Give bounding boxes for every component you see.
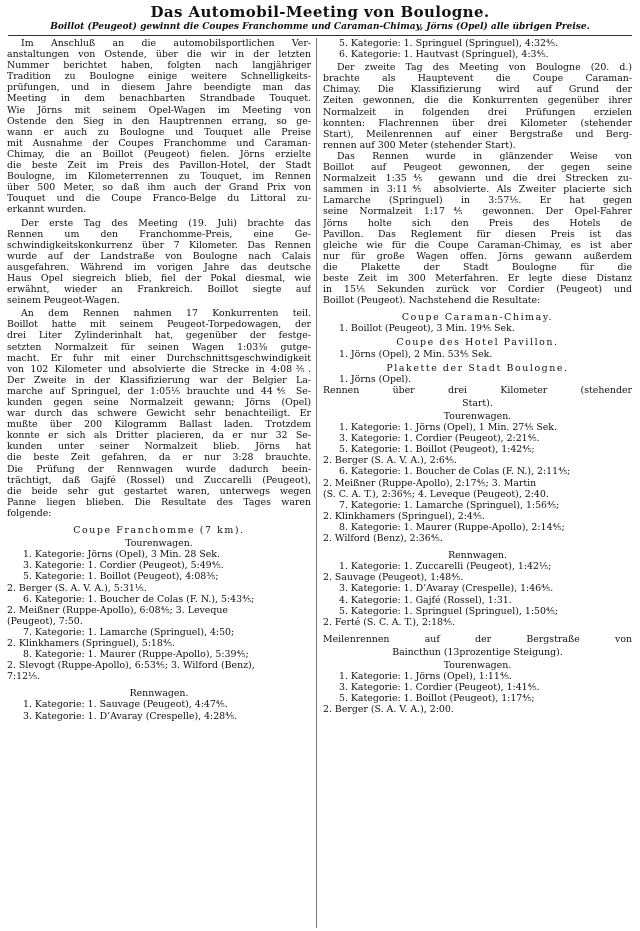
left-text-line: Boulogne, im Kilometerrennen zu Touquet, im Rennen (7, 171, 311, 183)
left-text-line: kunden gegen seine Normalzeit gewann; Jörns (Opel) (7, 397, 311, 408)
right-text-line: 5. Kategorie: 1. Springuel (Springuel), 4:32⅘. (339, 38, 558, 49)
left-text-line: erkannt wurden. (7, 204, 87, 216)
right-text-line: sammen in 3:11⅘ absolvierte. Als Zweiter placierte sich (323, 184, 632, 196)
right-text-line: nur für große Wagen offen. Jörns gewann außerdem (323, 250, 632, 262)
left-text-line: schwindigkeitskonkurrenz über 7 Kilometer. Das Rennen (7, 239, 311, 251)
right-text-line: 2. Berger (S. A. V. A.), 2:00. (323, 704, 454, 716)
right-text-line: brachte als Hauptevent die Coupe Caraman- (323, 73, 632, 85)
left-text-line: Die Prüfung der Rennwagen wurde dadurch beein- (7, 463, 311, 475)
left-text-line: setzten Normalzeit für seinen Wagen 1:03⅜ gutge- (7, 341, 311, 353)
right-text-line: in 15⅕ Sekunden zurück vor Cordier (Peugeot) und (323, 284, 632, 296)
right-text-line: 6. Kategorie: 1. Boucher de Colas (F. N.), 2:11⅘; (339, 466, 571, 478)
left-text-line: 7. Kategorie: 1. Lamarche (Springuel), 4:50; (23, 626, 235, 638)
left-text-line: 1. Kategorie: Jörns (Opel), 3 Min. 28 Sek. (23, 549, 220, 561)
right-text-line: 1. Jörns (Opel), 2 Min. 53⅘ Sek. (339, 348, 493, 360)
left-text-line: Im Anschluß an die automobilsportlichen Ver- (21, 38, 311, 49)
left-text-line: Rennen um den Franchomme-Preis, eine Ge- (7, 228, 311, 240)
right-text-line: 4. Kategorie: 1. Gajfé (Rossel), 1:31. (339, 594, 512, 606)
right-text-line: 1. Kategorie: 1. Jörns (Opel), 1 Min. 27⅘ Sek. (339, 422, 557, 434)
left-text-line: 3. Kategorie: 1. Cordier (Peugeot), 5:49⅘. (23, 560, 224, 572)
left-text-line: 2. Berger (S. A. V. A.), 5:31⅕. (7, 582, 147, 594)
left-text-line: anstaltungen von Ostende, über die wir in der letzten (7, 49, 311, 61)
right-text-line: 2. Klinkhamers (Springuel), 2:4⅘. (323, 510, 485, 522)
left-text-line: Nummer berichtet haben, folgten nach langjähriger (7, 60, 311, 72)
right-text-line: Tourenwagen. (443, 659, 512, 671)
right-text-line: Start), Meilenrennen auf einer Bergstraße und Berg- (323, 128, 632, 140)
right-text-line: Plakette der Stadt Boulogne. (386, 362, 569, 374)
right-text-line: Boillot (Peugeot). Nachstehend die Resultate: (323, 295, 541, 307)
right-text-line: Pavillon. Das Reglement für diesen Preis ist das (323, 228, 632, 240)
left-text-line: Tradition zu Boulogne einige weitere Schnelligkeits- (7, 71, 311, 83)
article-title: Das Automobil-Meeting von Boulogne. (150, 3, 490, 21)
right-text-line: Zeiten gewonnen, die die Konkurrenten gegenüber ihrer (323, 95, 632, 107)
left-text-line: die beste Zeit gefahren, da er nur 3:28 brauchte. (7, 452, 311, 464)
left-text-line: konnte er sich als Dritter placieren, da er nur 32 Se- (7, 430, 311, 442)
left-text-line: seinem Peugeot-Wagen. (7, 295, 120, 307)
left-text-line: war durch das schwere Gewicht sehr benachteiligt. Er (7, 408, 311, 420)
right-text-line: rennen auf 300 Meter (stehender Start). (323, 139, 516, 151)
right-text-line: 3. Kategorie: 1. Cordier (Peugeot), 1:41⅘. (339, 682, 540, 694)
left-text-line: 8. Kategorie: 1. Maurer (Ruppe-Apollo), 5:39⅘; (23, 649, 249, 661)
left-text-line: 2. Klinkhamers (Springuel), 5:18⅘. (7, 637, 175, 649)
left-text-line: Coupe Franchomme (7 km). (73, 525, 245, 537)
right-text-line: 5. Kategorie: 1. Springuel (Springuel), 1:50⅘; (339, 605, 559, 617)
left-text-line: erwähnt, wieder an Frankreich. Boillot siegte auf (7, 284, 311, 296)
left-text-line: kunden unter seiner Normalzeit blieb. Jörns hat (7, 441, 311, 453)
right-text-line: Meilenrennen auf der Bergstraße von (323, 633, 632, 645)
left-text-line: 6. Kategorie: 1. Boucher de Colas (F. N.), 5:43⅘; (23, 593, 255, 605)
left-text-line: die beide sehr gut gestartet waren, unterwegs wegen (7, 485, 311, 497)
right-text-line: (S. C. A. T.), 2:36⅘; 4. Leveque (Peugeot), 2:40. (323, 488, 549, 500)
left-text-line: Rennwagen. (129, 688, 189, 700)
left-text-line: wann er auch zu Boulogne und Touquet alle Preise (7, 126, 311, 138)
right-text-line: Coupe des Hotel Pavillon. (396, 337, 559, 349)
left-text-line: trächtigt, daß Gajfé (Rossel) und Zuccarelli (Peugeot), (7, 474, 311, 486)
left-text-line: (Peugeot), 7:50. (7, 615, 83, 627)
left-text-line: wurde auf der Landstraße von Boulogne nach Calais (7, 250, 311, 262)
left-text-line: Ostende den Sieg in den Hauptrennen errang, so ge- (7, 115, 311, 127)
left-text-line: Touquet und die Coupe Franco-Belge du Littoral zu- (7, 193, 311, 205)
right-text-line: 1. Kategorie: 1. Zuccarelli (Peugeot), 1:42⅕; (339, 561, 552, 573)
right-text-line: Baincthun (13prozentige Steigung). (392, 646, 563, 658)
right-text-line: Boillot auf Peugeot gewonnen, der gegen seine (323, 162, 632, 174)
right-text-line: gleiche wie für die Coupe Caraman-Chimay, es ist aber (323, 239, 632, 251)
left-text-line: mit Ausnahme der Coupes Franchomme und Caraman- (7, 137, 311, 149)
right-text-line: 3. Kategorie: 1. Cordier (Peugeot), 2:21⅘. (339, 433, 540, 445)
left-text-line: von 102 Kilometer und absolvierte die Strecke in 4:08⅗. (7, 363, 311, 375)
left-text-line: folgende: (7, 507, 52, 519)
right-text-line: 5. Kategorie: 1. Boillot (Peugeot), 1:17⅘; (339, 693, 535, 705)
left-text-line: mußte über 200 Kilogramm Ballast laden. Trotzdem (7, 419, 311, 431)
left-text-line: Tourenwagen. (125, 538, 193, 550)
right-text-line: Chimay. Die Klassifizierung wird auf Grund der (323, 84, 632, 96)
left-text-line: Wie Jörns mit seinem Opel-Wagen im Meeting von (7, 104, 311, 116)
left-text-line: Boillot hatte mit seinem Peugeot-Torpedowagen, der (7, 319, 311, 331)
left-text-line: Der erste Tag des Meeting (19. Juli) brachte das (21, 217, 311, 229)
left-text-line: Haus Opel siegreich blieb, fiel der Pokal diesmal, wie (7, 272, 311, 284)
right-text-line: 2. Sauvage (Peugeot), 1:48⅘. (323, 572, 464, 584)
right-column (323, 38, 632, 928)
right-text-line: 2. Meißner (Ruppe-Apollo), 2:17⅘; 3. Martin (323, 477, 537, 489)
right-text-line: 2. Ferté (S. C. A. T.), 2:18⅘. (323, 616, 456, 628)
left-text-line: prüfungen, und in diesem Jahre beendigte man das (7, 82, 311, 94)
left-text-line: marche auf Springuel, der 1:05⅕ brauchte und 44⅘ Se- (7, 385, 311, 397)
right-text-line: Rennen über drei Kilometer (stehender (323, 384, 632, 396)
left-text-line: drei Liter Zylinderinhalt hat, gegenüber der festge- (7, 330, 311, 342)
header-rule (8, 35, 632, 36)
right-text-line: Das Rennen wurde in glänzender Weise von (337, 150, 632, 162)
left-text-line: die beste Zeit im Preis des Pavillon-Hotel, der Stadt (7, 160, 311, 172)
right-text-line: Tourenwagen. (443, 411, 512, 422)
left-text-line: Der Zweite in der Klassifizierung war der Belgier La- (7, 374, 311, 386)
right-text-line: die Plakette der Stadt Boulogne für die (323, 261, 632, 273)
right-text-line: Lamarche (Springuel) in 3:57⅕. Er hat gegen (323, 195, 632, 207)
right-text-line: Normalzeit in folgenden drei Prüfungen erzielen (323, 106, 632, 118)
article-subtitle: Boillot (Peugeot) gewinnt die Coupes Franchomme und Caraman-Chimay, Jörns (Opel) alle übrigen Preise. (50, 22, 590, 32)
left-text-line: 1. Kategorie: 1. Sauvage (Peugeot), 4:47⅘. (23, 699, 228, 711)
left-text-line: über 500 Meter, so daß ihm auch der Grand Prix von (7, 182, 311, 194)
right-text-line: Der zweite Tag des Meeting von Boulogne (20. d.) (337, 62, 632, 74)
left-text-line: 2. Meißner (Ruppe-Apollo), 6:08⅘; 3. Leveque (7, 604, 228, 616)
right-text-line: Jörns holte sich den Preis des Hotels de (323, 217, 632, 229)
left-text-line: 5. Kategorie: 1. Boillot (Peugeot), 4:08⅗; (23, 571, 219, 583)
right-text-line: Normalzeit 1:35⅘ gewann und die drei Strecken zu- (323, 173, 632, 185)
right-text-line: Rennwagen. (448, 550, 507, 562)
left-column (7, 38, 311, 928)
left-text-line: Meeting in dem benachbarten Strandbade Touquet. (7, 93, 311, 105)
left-text-line: Panne liegen blieben. Die Resultate des Tages waren (7, 496, 311, 508)
left-text-line: 7:12⅕. (7, 671, 41, 683)
right-text-line: 6. Kategorie: 1. Hautvast (Springuel), 4:3⅘. (339, 49, 549, 61)
right-text-line: 5. Kategorie: 1. Boillot (Peugeot), 1:42⅘; (339, 444, 535, 456)
right-text-line: 1. Jörns (Opel). (339, 373, 412, 385)
left-text-line: ausgefahren. Während im vorigen Jahre das deutsche (7, 261, 311, 273)
right-text-line: 7. Kategorie: 1. Lamarche (Springuel), 1:56⅘; (339, 499, 560, 511)
right-text-line: 2. Berger (S. A. V. A.), 2:6⅘. (323, 455, 457, 467)
left-text-line: 3. Kategorie: 1. D’Avaray (Crespelle), 4:28⅘. (23, 710, 238, 722)
right-text-line: Coupe Caraman-Chimay. (401, 312, 554, 324)
right-text-line: konnten: Flachrennen über drei Kilometer (stehender (323, 117, 632, 129)
left-text-line: 2. Slevogt (Ruppe-Apollo), 6:53⅘; 3. Wilford (Benz), (7, 660, 255, 672)
right-text-line: 1. Kategorie: 1. Jörns (Opel), 1:11⅘. (339, 671, 512, 683)
right-text-line: 3. Kategorie: 1. D’Avaray (Crespelle), 1:46⅘. (339, 583, 554, 595)
right-text-line: Start). (462, 397, 493, 409)
right-text-line: seine Normalzeit 1:17⅘ gewonnen. Der Opel-Fahrer (323, 206, 632, 218)
right-text-line: beste Zeit im 300 Meterfahren. Er legte diese Distanz (323, 272, 632, 284)
left-text-line: Chimay, die an Boillot (Peugeot) fielen. Jörns erzielte (7, 148, 311, 160)
right-text-line: 2. Wilford (Benz), 2:36⅘. (323, 533, 443, 545)
left-text-line: macht. Er fuhr mit einer Durchschnittsgeschwindigkeit (7, 352, 311, 364)
column-divider (316, 38, 317, 928)
right-text-line: 1. Boillot (Peugeot), 3 Min. 19⅘ Sek. (339, 323, 515, 335)
left-text-line: An dem Rennen nahmen 17 Konkurrenten teil. (21, 308, 311, 320)
right-text-line: 8. Kategorie: 1. Maurer (Ruppe-Apollo), 2:14⅘; (339, 521, 565, 533)
